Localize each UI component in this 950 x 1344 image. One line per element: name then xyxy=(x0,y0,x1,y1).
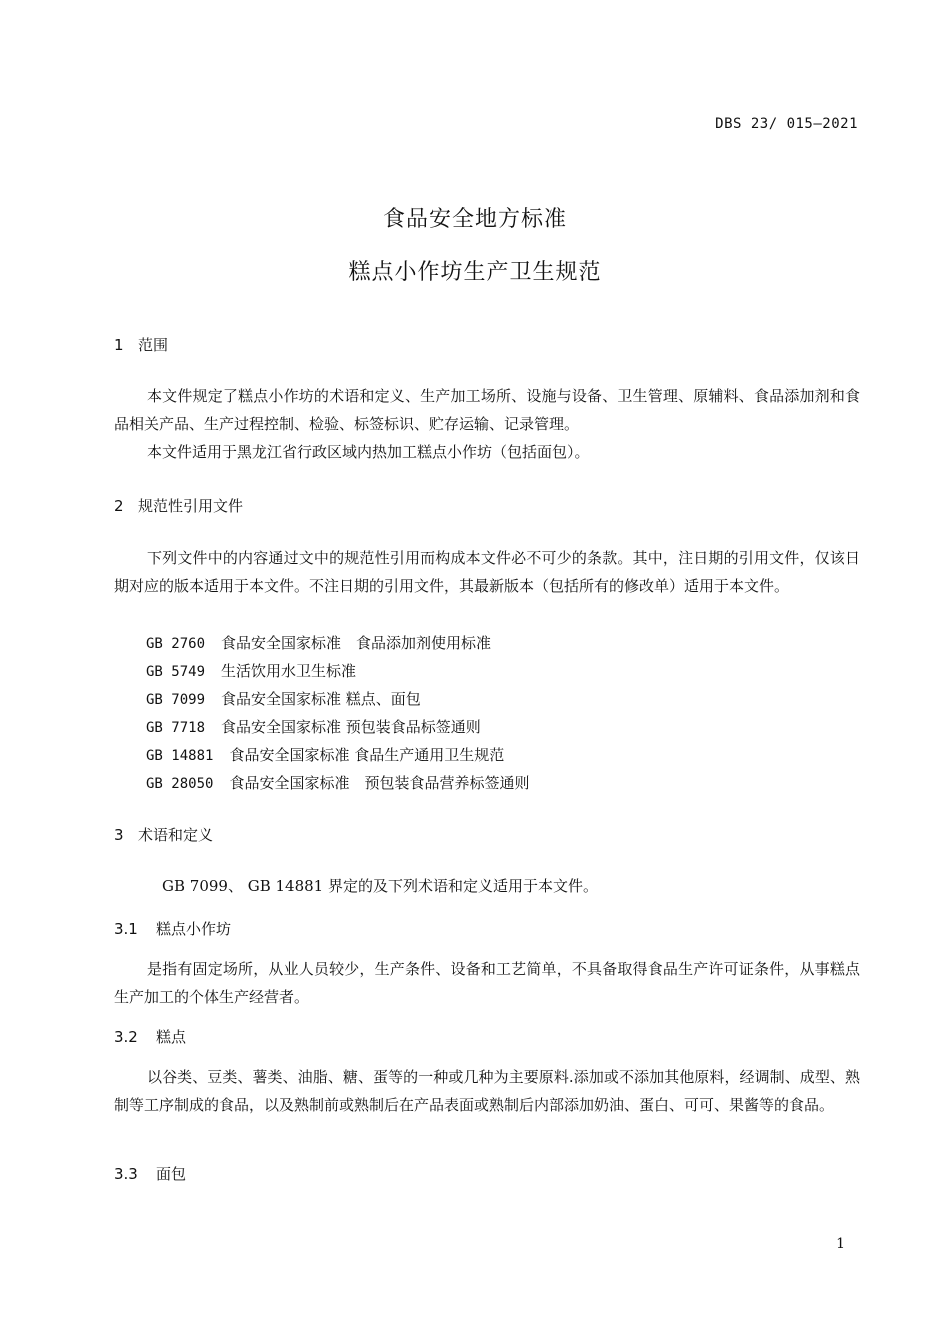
main-title: 食品安全地方标准 xyxy=(382,207,567,232)
reference-title: 食品安全国家标准 糕点、面包 xyxy=(221,690,421,708)
page-number: 1 xyxy=(836,1236,845,1252)
reference-code: GB 7718 xyxy=(146,720,206,736)
section-title: 术语和定义 xyxy=(138,826,214,844)
section-2-heading xyxy=(114,495,243,516)
section-3-paragraph-1: GB 7099、 GB 14881 界定的及下列术语和定义适用于本文件。 xyxy=(162,877,598,895)
reference-title: 食品安全国家标准 食品添加剂使用标准 xyxy=(221,634,492,652)
subsection-number: 3.2 xyxy=(114,1028,138,1046)
subsection-number: 3.1 xyxy=(114,920,138,938)
reference-code: GB 28050 xyxy=(146,776,214,792)
reference-code: GB 14881 xyxy=(146,748,214,764)
section-3-heading xyxy=(114,824,213,845)
subsection-title: 面包 xyxy=(156,1165,187,1183)
sub-title: 糕点小作坊生产卫生规范 xyxy=(348,260,602,285)
reference-line xyxy=(146,772,529,793)
section-title: 规范性引用文件 xyxy=(138,497,244,515)
section-title: 范围 xyxy=(138,336,169,354)
reference-title: 生活饮用水卫生标准 xyxy=(221,662,357,680)
subsection-3-3-heading xyxy=(114,1163,186,1184)
subsection-3-1-heading xyxy=(114,918,231,939)
section-1-paragraph-2: 本文件适用于黑龙江省行政区域内热加工糕点小作坊（包括面包）。 xyxy=(147,443,590,461)
reference-code: GB 7099 xyxy=(146,692,206,708)
reference-title: 食品安全国家标准 预包装食品标签通则 xyxy=(221,718,481,736)
reference-line xyxy=(146,660,356,681)
reference-line xyxy=(146,688,421,709)
subsection-title: 糕点小作坊 xyxy=(156,920,232,938)
subsection-title: 糕点 xyxy=(156,1028,187,1046)
section-1-heading xyxy=(114,334,168,355)
reference-line xyxy=(146,744,504,765)
section-number: 3 xyxy=(114,826,124,844)
document-code: DBS 23/ 015—2021 xyxy=(715,116,858,132)
reference-line xyxy=(146,716,481,737)
subsection-3-1-paragraph: 是指有固定场所，从业人员较少，生产条件、设备和工艺简单，不具备取得食品生产许可证条件，从事糕点生产加工的个体生产经营者。 xyxy=(114,960,860,1006)
section-number: 2 xyxy=(114,497,124,515)
subsection-number: 3.3 xyxy=(114,1165,138,1183)
reference-code: GB 2760 xyxy=(146,636,206,652)
reference-title: 食品安全国家标准 预包装食品营养标签通则 xyxy=(229,774,530,792)
reference-line xyxy=(146,632,491,653)
section-2-paragraph-1: 下列文件中的内容通过文中的规范性引用而构成本文件必不可少的条款。其中，注日期的引用文件，仅该日期对应的版本适用于本文件。不注日期的引用文件，其最新版本（包括所有的修改单）适用于本文件。 xyxy=(114,549,860,595)
section-number: 1 xyxy=(114,336,124,354)
subsection-3-2-heading xyxy=(114,1026,186,1047)
reference-title: 食品安全国家标准 食品生产通用卫生规范 xyxy=(229,746,505,764)
subsection-3-2-paragraph: 以谷类、豆类、薯类、油脂、糖、蛋等的一种或几种为主要原料.添加或不添加其他原料，经调制、成型、熟制等工序制成的食品，以及熟制前或熟制后在产品表面或熟制后内部添加奶油、蛋白、可可、果酱等的食品。 xyxy=(114,1068,860,1114)
reference-code: GB 5749 xyxy=(146,664,206,680)
section-1-paragraph-1: 本文件规定了糕点小作坊的术语和定义、生产加工场所、设施与设备、卫生管理、原辅料、食品添加剂和食品相关产品、生产过程控制、检验、标签标识、贮存运输、记录管理。 xyxy=(114,387,860,433)
